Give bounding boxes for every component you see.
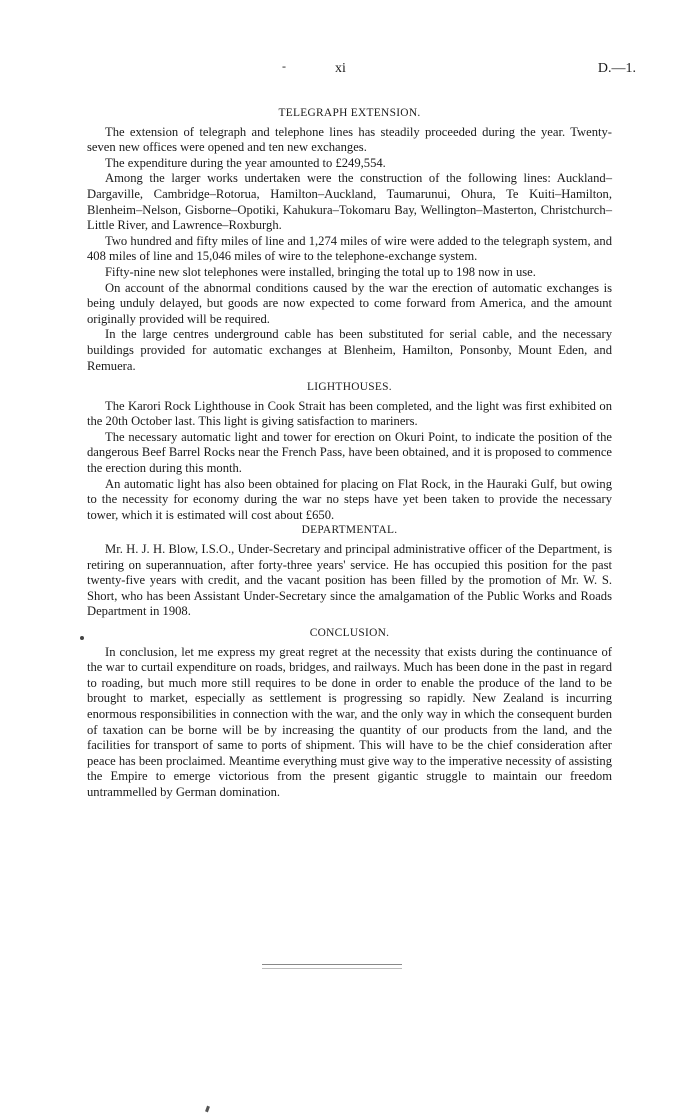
paragraph: In the large centres underground cable has been substituted for serial cable, and the necessary buildings provided for automatic exchanges at Blenheim, Hamilton, Ponsonby, Mount Eden, and Remuera. bbox=[87, 327, 612, 373]
page-number: xi bbox=[335, 61, 346, 76]
paragraph: The extension of telegraph and telephone lines has steadily proceeded during the year. Twenty-seven new offices were opened and ten new exchanges. bbox=[87, 124, 612, 155]
document-reference: D.—1. bbox=[597, 61, 636, 76]
scan-speck bbox=[205, 1106, 210, 1113]
paragraph: In conclusion, let me express my great regret at the necessity that exists during the continuance of the war to curtail expenditure on roads, bridges, and railways. Much has been done in the past in regard to roading, but much more still requires to be done in order to enable the produce of the land to be brought to market, especially as settlement is progressing so rapidly. New Zealand is incurring enormous responsibilities in connection with the war, and the only way in which the consequent burden of taxation can be borne will be by increasing the quantity of our products from the land, and the facilities for transport of same to ports of shipment. This will have to be the chief consideration after peace has been proclaimed. Meantime everything must give way to the imperative necessity of assisting the Empire to emerge victorious from the present gigantic struggle to maintain our freedom untrammelled by German domination. bbox=[87, 644, 612, 799]
section-departmental bbox=[87, 523, 612, 620]
section-heading: CONCLUSION. bbox=[309, 627, 390, 639]
paragraph: Mr. H. J. H. Blow, I.S.O., Under-Secretary and principal administrative officer of the Department, is retiring on superannuation, after forty-three years' service. He has occupied this position for the past twenty-five years with credit, and the vacant position has been filled by the promotion of Mr. W. S. Short, who has been Assistant Under-Secretary since the amalgamation of the Public Works and Roads Department in 1908. bbox=[87, 542, 612, 619]
header-dash: - bbox=[282, 59, 286, 73]
closing-rule bbox=[262, 964, 402, 969]
section-telegraph-extension bbox=[87, 106, 612, 374]
page-header bbox=[0, 61, 700, 81]
paragraph: Fifty-nine new slot telephones were installed, bringing the total up to 198 now in use. bbox=[105, 264, 536, 279]
section-heading: DEPARTMENTAL. bbox=[301, 524, 398, 537]
paragraph: Two hundred and fifty miles of line and 1,274 miles of wire were added to the telegraph system, and 408 miles of line and 15,046 miles of wire to the telephone-exchange system. bbox=[87, 233, 612, 264]
paragraph: On account of the abnormal conditions caused by the war the erection of automatic exchanges is being unduly delayed, but goods are now expected to come forward from America, and the amount originally provided will be required. bbox=[87, 280, 612, 326]
paragraph: Among the larger works undertaken were the construction of the following lines: Auckland–Dargaville, Cambridge–Rotorua, Hamilton–Auckland, Taumarunui, Ohura, Te Kuiti–Hamilton, Blenheim–Nelson, Gisborne–Opotiki, Kahukura–Tokomaru Bay, Wellington–Masterton, Christchurch–Little River, and Lawrence–Roxburgh. bbox=[87, 171, 612, 233]
section-lighthouses bbox=[87, 380, 612, 523]
document-body bbox=[87, 106, 612, 801]
section-heading: TELEGRAPH EXTENSION. bbox=[278, 107, 421, 119]
paragraph: An automatic light has also been obtained for placing on Flat Rock, in the Hauraki Gulf, but owing to the necessity for economy during the war no steps have yet been taken to provide the necessary tower, which it is estimated will cost about £650. bbox=[87, 476, 612, 522]
margin-mark bbox=[80, 636, 84, 640]
paragraph: The necessary automatic light and tower for erection on Okuri Point, to indicate the position of the dangerous Beef Barrel Rocks near the French Pass, have been obtained, and it is proposed to commence the erection during this month. bbox=[87, 429, 612, 476]
section-heading: LIGHTHOUSES. bbox=[307, 381, 392, 394]
paragraph: The expenditure during the year amounted to £249,554. bbox=[105, 155, 386, 170]
paragraph: The Karori Rock Lighthouse in Cook Strait has been completed, and the light was first exhibited on the 20th October last. This light is giving satisfaction to mariners. bbox=[87, 398, 612, 429]
section-conclusion bbox=[87, 626, 612, 801]
